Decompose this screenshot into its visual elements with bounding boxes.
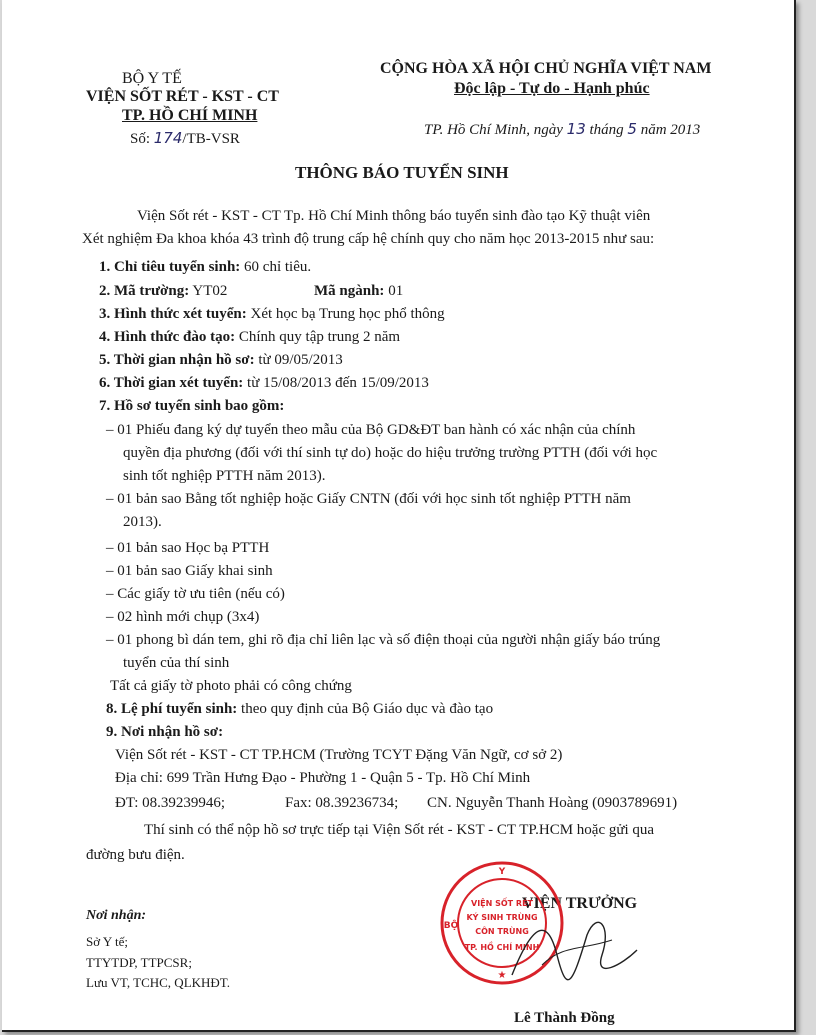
stamp-line-3: CÔN TRÙNG [475, 927, 529, 936]
doc-7-line-2: tuyển của thí sinh [123, 655, 230, 671]
doc-1-line-3: sinh tốt nghiệp PTTH năm 2013). [123, 468, 326, 484]
recipient-2: TTYTDP, TTPCSR; [86, 955, 192, 970]
signature-scribble [502, 895, 642, 995]
item-quota [99, 259, 311, 276]
stamp-side-text: BỘ [443, 921, 459, 931]
item-quota-label: 1. Chỉ tiêu tuyển sinh: [99, 259, 241, 275]
doc-5: – Các giấy tờ ưu tiên (nếu có) [106, 586, 285, 602]
item-school-code [99, 283, 227, 300]
item-review-period-label: 6. Thời gian xét tuyển: [99, 375, 244, 391]
doc-4: – 01 bản sao Giấy khai sinh [106, 563, 273, 579]
number-handwritten: 174 [153, 129, 183, 147]
recipient-1: Sở Y tế; [86, 934, 129, 949]
item-documents-heading: 7. Hồ sơ tuyển sinh bao gồm: [99, 398, 285, 414]
item-review-period [99, 375, 429, 392]
doc-1-line-2: quyền địa phương (đối với thí sinh tự do) hoặc do hiệu trưởng trường PTTH (đối với học [123, 445, 658, 461]
intro-line-2: Xét nghiệm Đa khoa khóa 43 trình độ trung cấp hệ chính quy cho năm học 2013-2015 như sau: [82, 231, 655, 247]
place-fax: Fax: 08.39236734; [285, 795, 399, 811]
date-month-word: tháng [589, 122, 624, 138]
item-fee-value: theo quy định của Bộ Giáo dục và đào tạo [237, 701, 494, 717]
place-contact: CN. Nguyễn Thanh Hoàng (0903789691) [427, 795, 678, 811]
doc-1-line-1: – 01 Phiếu đang ký dự tuyển theo mẫu của Bộ GD&ĐT ban hành có xác nhận của chính [106, 422, 636, 438]
item-admission-form-value: Xét học bạ Trung học phổ thông [246, 306, 445, 322]
item-school-code-label: 2. Mã trường: [99, 283, 190, 299]
item-training-form-label: 4. Hình thức đào tạo: [99, 329, 236, 345]
notarization-note: Tất cả giấy tờ photo phải có công chứng [110, 678, 352, 694]
item-admission-form-label: 3. Hình thức xét tuyển: [99, 306, 247, 322]
item-training-form [99, 329, 400, 346]
document-title: THÔNG BÁO TUYỂN SINH [295, 163, 509, 182]
recipient-3: Lưu VT, TCHC, QLKHĐT. [86, 975, 231, 990]
item-major-code-value: 01 [384, 283, 404, 299]
closing-line-2: đường bưu điện. [86, 847, 185, 863]
item-quota-value: 60 chỉ tiêu. [240, 259, 312, 275]
doc-7-line-1: – 01 phong bì dán tem, ghi rõ địa chỉ liên lạc và số điện thoại của người nhận giấy báo trúng [106, 632, 661, 648]
ministry-name: BỘ Y TẾ [122, 70, 182, 87]
doc-3: – 01 bản sao Học bạ PTTH [106, 540, 270, 556]
date-prefix: TP. Hồ Chí Minh, ngày [424, 122, 563, 138]
item-place-heading: 9. Nơi nhận hồ sơ: [106, 724, 224, 740]
item-submission-period-label: 5. Thời gian nhận hồ sơ: [99, 352, 255, 368]
item-submission-period-value: từ 09/05/2013 [254, 352, 343, 368]
stamp-star-icon: ★ [497, 970, 507, 981]
date-month: 5 [627, 120, 637, 138]
item-fee-label: 8. Lệ phí tuyển sinh: [106, 701, 238, 717]
national-motto: Độc lập - Tự do - Hạnh phúc [454, 80, 650, 97]
place-address: Địa chỉ: 699 Trần Hưng Đạo - Phường 1 - Quận 5 - Tp. Hồ Chí Minh [115, 770, 531, 786]
item-major-code-label: Mã ngành: [314, 283, 385, 299]
date-day: 13 [566, 120, 586, 138]
institute-city: TP. HỒ CHÍ MINH [122, 107, 258, 124]
item-fee [106, 701, 493, 718]
doc-2-line-2: 2013). [123, 514, 162, 530]
document-page [2, 0, 796, 1032]
closing-line-1: Thí sinh có thể nộp hồ sơ trực tiếp tại Viện Sốt rét - KST - CT TP.HCM hoặc gửi qua [144, 822, 655, 838]
stamp-line-1: VIỆN SỐT RÉT [471, 899, 533, 908]
date-year: năm 2013 [640, 122, 701, 138]
signature-stroke-2 [542, 940, 612, 965]
item-review-period-value: từ 15/08/2013 đến 15/09/2013 [243, 375, 429, 391]
stamp-line-4: TP. HỒ CHÍ MINH [464, 943, 540, 952]
item-submission-period [99, 352, 343, 369]
institute-name: VIỆN SỐT RÉT - KST - CT [86, 88, 279, 105]
document-number [130, 129, 240, 148]
item-admission-form [99, 306, 445, 323]
doc-6: – 02 hình mới chụp (3x4) [106, 609, 260, 625]
place-phone: ĐT: 08.39239946; [115, 795, 226, 811]
recipients-heading: Nơi nhận: [86, 908, 147, 923]
intro-line-1: Viện Sốt rét - KST - CT Tp. Hồ Chí Minh thông báo tuyển sinh đào tạo Kỹ thuật viên [137, 208, 651, 224]
number-suffix: /TB-VSR [182, 131, 240, 147]
item-school-code-value: YT02 [189, 283, 228, 299]
signature-stroke-1 [512, 922, 637, 979]
signatory-name: Lê Thành Đồng [514, 1010, 615, 1026]
stamp-top-letter: Y [498, 867, 506, 877]
stamp-line-2: KÝ SINH TRÙNG [466, 913, 538, 922]
doc-2-line-1: – 01 bản sao Bằng tốt nghiệp hoặc Giấy CNTN (đối với học sinh tốt nghiệp PTTH năm [106, 491, 631, 507]
item-major-code [314, 283, 403, 300]
country-name: CỘNG HÒA XÃ HỘI CHỦ NGHĨA VIỆT NAM [380, 60, 712, 77]
document-date [424, 120, 700, 139]
number-prefix: Số: [130, 131, 151, 147]
signatory-position: VIỆN TRƯỞNG [522, 895, 638, 912]
item-training-form-value: Chính quy tập trung 2 năm [235, 329, 401, 345]
place-institute: Viện Sốt rét - KST - CT TP.HCM (Trường TCYT Đặng Văn Ngữ, cơ sở 2) [115, 747, 563, 763]
